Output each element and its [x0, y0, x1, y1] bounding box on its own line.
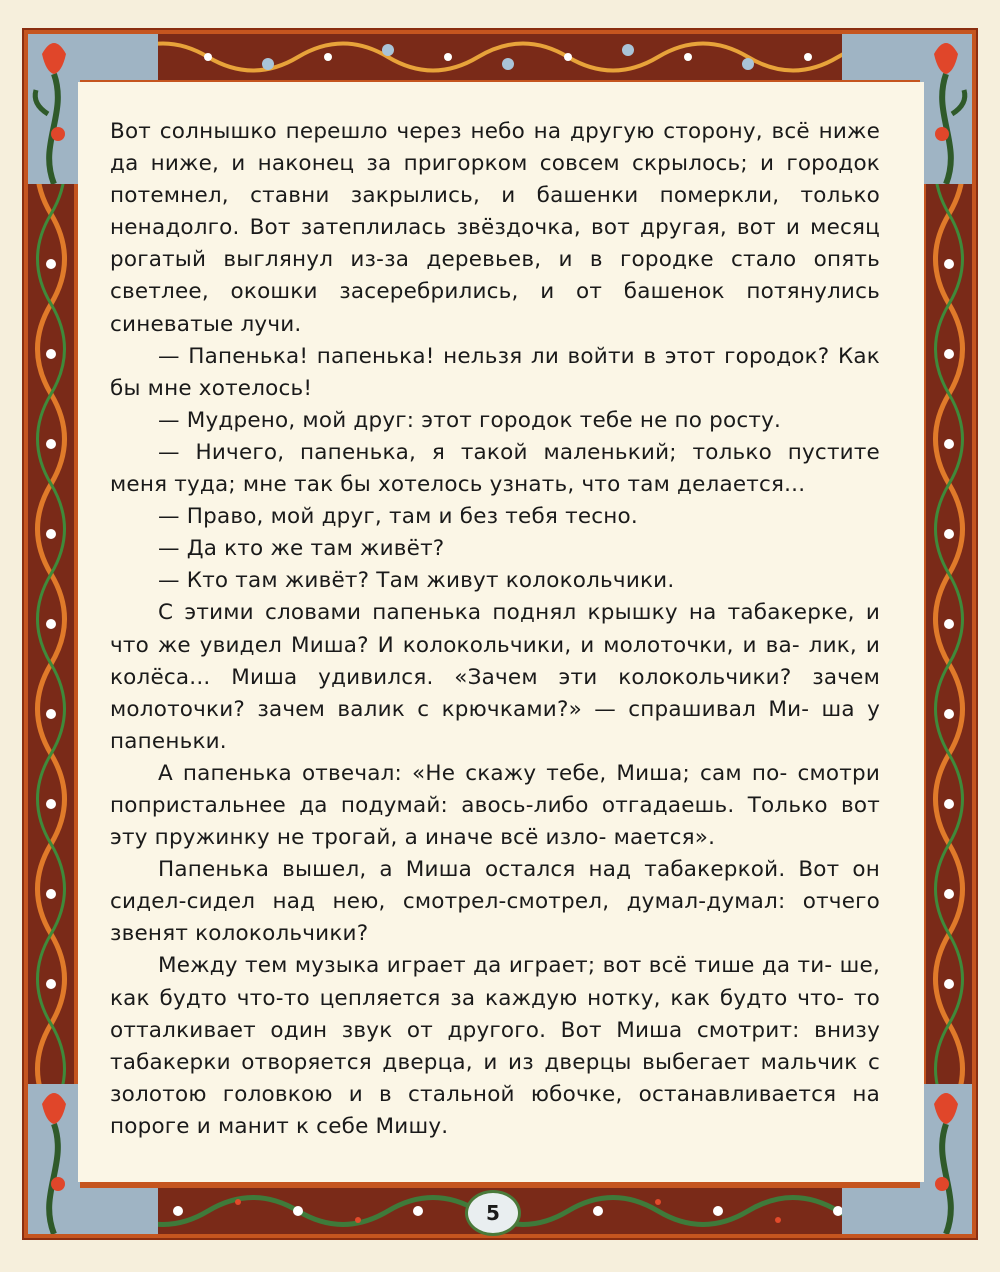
story-paragraph: — Кто там живёт? Там живут колокольчики. — [158, 568, 675, 594]
bottom-right-flower-panel — [842, 1188, 920, 1234]
frame-top-band — [28, 34, 972, 80]
story-paragraph: Вот солнышко перешло через небо на другую сторону, всё ниже да ниже, и наконец за пригорком совсем скрылось; и городок потемнел, ставни закрылись, и башенки померкли, только ненадолго. Вот затеплилась звёздочка, вот другая, вот и месяц рогатый выглянул из-за деревьев, и в городке стало опять светлее, окошки засеребрились, и от башенок потянулись синеватые лучи. — [110, 119, 880, 337]
frame-left-band — [28, 34, 74, 1234]
story-paragraph: — Папенька! папенька! нельзя ли войти в этот городок? Как бы мне хотелось! — [110, 343, 880, 401]
top-left-flower-panel — [80, 34, 158, 80]
story-paragraph: Папенька вышел, а Миша остался над табакеркой. Вот он сидел-сидел над нею, смотрел-смотрел, думал-думал: отчего звенят колокольчики? — [110, 857, 880, 947]
bottom-left-flower-panel — [80, 1188, 158, 1234]
frame-right-band — [926, 34, 972, 1234]
tulip-icon — [920, 1084, 972, 1234]
corner-tulip-top-right — [920, 34, 972, 184]
story-paragraph: С этими словами папенька поднял крышку на табакерке, и что же увидел Миша? И колокольчики, и молоточки, и ва- лик, и колёса... Миша удивился. «Зачем эти колокольчики? зачем молоточки? зачем валик с крючками?» — спрашивал Ми- ша у папеньки. — [110, 600, 880, 754]
story-paragraph: — Право, мой друг, там и без тебя тесно. — [158, 504, 638, 530]
corner-tulip-top-left — [28, 34, 80, 184]
text-panel — [78, 82, 924, 1182]
vine-ornament-top — [28, 34, 972, 80]
corner-tulip-bottom-left — [28, 1084, 80, 1234]
tulip-icon — [28, 1084, 80, 1234]
top-right-flower-panel — [842, 34, 920, 80]
story-paragraph: Между тем музыка играет да играет; вот всё тише да ти- ше, как будто что-то цепляется за каждую нотку, как будто что- то отталкивает один звук от другого. Вот Миша смотрит: внизу табакерки отворяется дверца, и из дверцы выбегает мальчик с золотою головкою и в стальной юбочке, останавливается на пороге и манит к себе Мишу. — [110, 953, 880, 1139]
story-paragraph: — Ничего, папенька, я такой маленький; только пустите меня туда; мне так бы хотелось узнать, что там делается... — [110, 439, 880, 498]
tulip-icon — [28, 34, 80, 184]
story-text — [110, 116, 880, 1143]
vine-ornament-right — [926, 34, 972, 1234]
vine-ornament-left — [28, 34, 74, 1234]
story-paragraph: — Да кто же там живёт? — [158, 536, 445, 562]
tulip-icon — [920, 34, 972, 184]
corner-tulip-bottom-right — [920, 1084, 972, 1234]
page-number: 5 — [465, 1190, 521, 1236]
story-paragraph: А папенька отвечал: «Не скажу тебе, Миша; сам по- смотри попристальнее да подумай: авось-либо отгадаешь. Только вот эту пружинку не трогай, а иначе всё изло- мается». — [110, 760, 880, 851]
story-paragraph: — Мудрено, мой друг: этот городок тебе не по росту. — [158, 407, 782, 433]
